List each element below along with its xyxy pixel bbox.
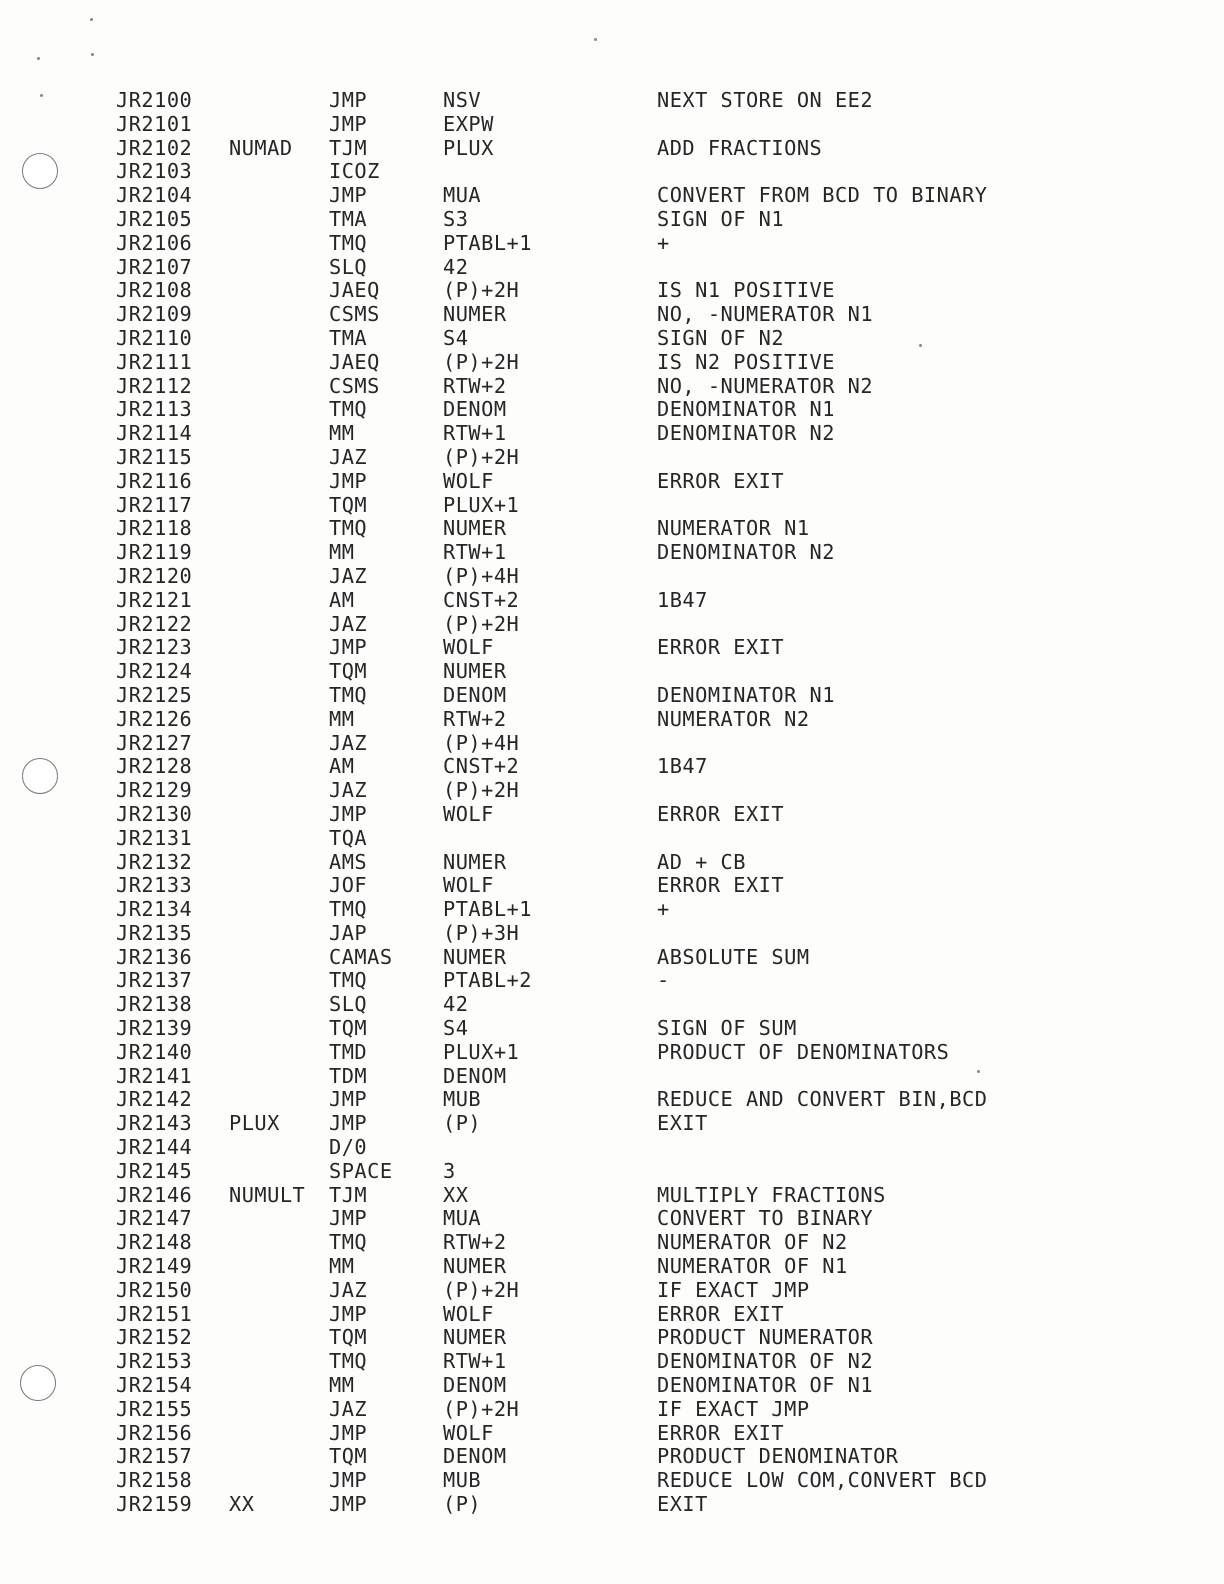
listing-row bbox=[116, 1065, 1116, 1089]
operand-field: PTABL+2 bbox=[443, 968, 532, 993]
opcode-field: JAP bbox=[329, 920, 368, 945]
comment-field: PRODUCT OF DENOMINATORS bbox=[657, 1039, 950, 1064]
sequence-number: JR2133 bbox=[116, 873, 193, 898]
sequence-number: JR2108 bbox=[116, 278, 193, 303]
listing-row bbox=[116, 732, 1116, 756]
operand-field: NUMER bbox=[443, 849, 507, 874]
operand-field: WOLF bbox=[443, 1420, 494, 1445]
operand-field: DENOM bbox=[443, 1444, 507, 1469]
listing-row bbox=[116, 184, 1116, 208]
opcode-field: CAMAS bbox=[329, 944, 393, 969]
sequence-number: JR2138 bbox=[116, 992, 193, 1017]
opcode-field: JMP bbox=[329, 111, 368, 136]
comment-field: 1B47 bbox=[657, 754, 708, 779]
scan-speck bbox=[90, 18, 93, 21]
comment-field: ERROR EXIT bbox=[657, 1420, 785, 1445]
listing-row bbox=[116, 851, 1116, 875]
opcode-field: TMQ bbox=[329, 1349, 368, 1374]
sequence-number: JR2121 bbox=[116, 587, 193, 612]
sequence-number: JR2153 bbox=[116, 1349, 193, 1374]
listing-row bbox=[116, 613, 1116, 637]
comment-field: IF EXACT JMP bbox=[657, 1396, 810, 1421]
listing-row bbox=[116, 1136, 1116, 1160]
comment-field: NUMERATOR N1 bbox=[657, 516, 810, 541]
listing-row bbox=[116, 541, 1116, 565]
opcode-field: ICOZ bbox=[329, 159, 380, 184]
operand-field: MUA bbox=[443, 1206, 482, 1231]
comment-field: NO, -NUMERATOR N1 bbox=[657, 302, 874, 327]
opcode-field: TMQ bbox=[329, 230, 368, 255]
opcode-field: JAZ bbox=[329, 1277, 368, 1302]
sequence-number: JR2123 bbox=[116, 635, 193, 660]
opcode-field: MM bbox=[329, 1373, 355, 1398]
comment-field: NUMERATOR N2 bbox=[657, 706, 810, 731]
opcode-field: JMP bbox=[329, 1111, 368, 1136]
operand-field: S3 bbox=[443, 206, 469, 231]
operand-field: CNST+2 bbox=[443, 587, 520, 612]
listing-row bbox=[116, 636, 1116, 660]
sequence-number: JR2117 bbox=[116, 492, 193, 517]
sequence-number: JR2113 bbox=[116, 397, 193, 422]
opcode-field: JMP bbox=[329, 1468, 368, 1493]
opcode-field: JMP bbox=[329, 1301, 368, 1326]
sequence-number: JR2126 bbox=[116, 706, 193, 731]
sequence-number: JR2137 bbox=[116, 968, 193, 993]
opcode-field: TDM bbox=[329, 1063, 368, 1088]
listing-row bbox=[116, 969, 1116, 993]
opcode-field: JAZ bbox=[329, 1396, 368, 1421]
listing-row bbox=[116, 1303, 1116, 1327]
operand-field: NUMER bbox=[443, 659, 507, 684]
comment-field: DENOMINATOR N2 bbox=[657, 540, 835, 565]
sequence-number: JR2105 bbox=[116, 206, 193, 231]
comment-field: REDUCE AND CONVERT BIN,BCD bbox=[657, 1087, 988, 1112]
comment-field: ERROR EXIT bbox=[657, 1301, 785, 1326]
comment-field: DENOMINATOR N1 bbox=[657, 682, 835, 707]
sequence-number: JR2135 bbox=[116, 920, 193, 945]
sequence-number: JR2127 bbox=[116, 730, 193, 755]
opcode-field: TMA bbox=[329, 206, 368, 231]
comment-field: ERROR EXIT bbox=[657, 635, 785, 660]
listing-row bbox=[116, 565, 1116, 589]
opcode-field: TJM bbox=[329, 135, 368, 160]
operand-field: NUMER bbox=[443, 302, 507, 327]
operand-field: S4 bbox=[443, 325, 469, 350]
sequence-number: JR2104 bbox=[116, 183, 193, 208]
comment-field: IS N1 POSITIVE bbox=[657, 278, 835, 303]
listing-row bbox=[116, 113, 1116, 137]
sequence-number: JR2139 bbox=[116, 1016, 193, 1041]
scan-speck bbox=[37, 57, 40, 60]
opcode-field: JMP bbox=[329, 635, 368, 660]
opcode-field: JAZ bbox=[329, 778, 368, 803]
comment-field: - bbox=[657, 968, 670, 993]
operand-field: RTW+2 bbox=[443, 706, 507, 731]
comment-field: SIGN OF N2 bbox=[657, 325, 785, 350]
comment-field: ABSOLUTE SUM bbox=[657, 944, 810, 969]
comment-field: ERROR EXIT bbox=[657, 801, 785, 826]
operand-field: 42 bbox=[443, 254, 469, 279]
comment-field: ERROR EXIT bbox=[657, 468, 785, 493]
opcode-field: MM bbox=[329, 540, 355, 565]
listing-row bbox=[116, 1184, 1116, 1208]
scan-speck bbox=[594, 38, 597, 41]
listing-row bbox=[116, 1326, 1116, 1350]
sequence-number: JR2115 bbox=[116, 444, 193, 469]
comment-field: NEXT STORE ON EE2 bbox=[657, 88, 874, 112]
opcode-field: TMD bbox=[329, 1039, 368, 1064]
sequence-number: JR2109 bbox=[116, 302, 193, 327]
opcode-field: TMQ bbox=[329, 397, 368, 422]
operand-field: (P)+3H bbox=[443, 920, 520, 945]
listing-row bbox=[116, 803, 1116, 827]
listing-row bbox=[116, 279, 1116, 303]
operand-field: NUMER bbox=[443, 1254, 507, 1279]
listing-row bbox=[116, 1279, 1116, 1303]
opcode-field: JAZ bbox=[329, 730, 368, 755]
listing-row bbox=[116, 898, 1116, 922]
sequence-number: JR2128 bbox=[116, 754, 193, 779]
operand-field: MUA bbox=[443, 183, 482, 208]
comment-field: DENOMINATOR N2 bbox=[657, 421, 835, 446]
sequence-number: JR2118 bbox=[116, 516, 193, 541]
sequence-number: JR2134 bbox=[116, 897, 193, 922]
listing-row bbox=[116, 1041, 1116, 1065]
sequence-number: JR2150 bbox=[116, 1277, 193, 1302]
sequence-number: JR2129 bbox=[116, 778, 193, 803]
listing-row bbox=[116, 1088, 1116, 1112]
sequence-number: JR2146 bbox=[116, 1182, 193, 1207]
label-field: NUMULT bbox=[229, 1182, 306, 1207]
opcode-field: TJM bbox=[329, 1182, 368, 1207]
opcode-field: JMP bbox=[329, 1420, 368, 1445]
opcode-field: JMP bbox=[329, 801, 368, 826]
opcode-field: TQA bbox=[329, 825, 368, 850]
operand-field: (P)+2H bbox=[443, 1396, 520, 1421]
listing-row bbox=[116, 874, 1116, 898]
operand-field: RTW+1 bbox=[443, 1349, 507, 1374]
operand-field: PTABL+1 bbox=[443, 230, 532, 255]
operand-field: (P)+4H bbox=[443, 563, 520, 588]
comment-field: ADD FRACTIONS bbox=[657, 135, 823, 160]
opcode-field: MM bbox=[329, 1254, 355, 1279]
operand-field: PLUX+1 bbox=[443, 492, 520, 517]
opcode-field: JMP bbox=[329, 1206, 368, 1231]
opcode-field: JAZ bbox=[329, 563, 368, 588]
operand-field: (P)+2H bbox=[443, 278, 520, 303]
listing-row bbox=[116, 256, 1116, 280]
operand-field: MUB bbox=[443, 1087, 482, 1112]
sequence-number: JR2136 bbox=[116, 944, 193, 969]
sequence-number: JR2154 bbox=[116, 1373, 193, 1398]
sequence-number: JR2149 bbox=[116, 1254, 193, 1279]
scan-speck bbox=[91, 53, 94, 56]
opcode-field: AMS bbox=[329, 849, 368, 874]
listing-row bbox=[116, 351, 1116, 375]
listing-row bbox=[116, 470, 1116, 494]
listing-row bbox=[116, 827, 1116, 851]
operand-field: NSV bbox=[443, 88, 482, 112]
label-field: NUMAD bbox=[229, 135, 293, 160]
comment-field: REDUCE LOW COM,CONVERT BCD bbox=[657, 1468, 988, 1493]
operand-field: WOLF bbox=[443, 635, 494, 660]
opcode-field: JAEQ bbox=[329, 278, 380, 303]
sequence-number: JR2110 bbox=[116, 325, 193, 350]
listing-row bbox=[116, 1350, 1116, 1374]
opcode-field: AM bbox=[329, 754, 355, 779]
opcode-field: TMQ bbox=[329, 682, 368, 707]
sequence-number: JR2112 bbox=[116, 373, 193, 398]
sequence-number: JR2124 bbox=[116, 659, 193, 684]
operand-field: (P)+2H bbox=[443, 444, 520, 469]
opcode-field: TQM bbox=[329, 1325, 368, 1350]
operand-field: 3 bbox=[443, 1158, 456, 1183]
opcode-field: TQM bbox=[329, 659, 368, 684]
operand-field: PLUX bbox=[443, 135, 494, 160]
sequence-number: JR2148 bbox=[116, 1230, 193, 1255]
comment-field: NUMERATOR OF N2 bbox=[657, 1230, 848, 1255]
comment-field: SIGN OF SUM bbox=[657, 1016, 797, 1041]
sequence-number: JR2125 bbox=[116, 682, 193, 707]
sequence-number: JR2142 bbox=[116, 1087, 193, 1112]
operand-field: (P)+2H bbox=[443, 349, 520, 374]
sequence-number: JR2100 bbox=[116, 88, 193, 112]
opcode-field: MM bbox=[329, 421, 355, 446]
listing-row bbox=[116, 160, 1116, 184]
comment-field: DENOMINATOR OF N2 bbox=[657, 1349, 874, 1374]
operand-field: DENOM bbox=[443, 1063, 507, 1088]
sequence-number: JR2101 bbox=[116, 111, 193, 136]
opcode-field: TMQ bbox=[329, 516, 368, 541]
listing-row bbox=[116, 494, 1116, 518]
listing-row bbox=[116, 1493, 1116, 1517]
listing-row bbox=[116, 1207, 1116, 1231]
sequence-number: JR2155 bbox=[116, 1396, 193, 1421]
opcode-field: TQM bbox=[329, 1444, 368, 1469]
listing-row bbox=[116, 589, 1116, 613]
operand-field: PLUX+1 bbox=[443, 1039, 520, 1064]
operand-field: CNST+2 bbox=[443, 754, 520, 779]
operand-field: (P)+2H bbox=[443, 778, 520, 803]
opcode-field: TMQ bbox=[329, 1230, 368, 1255]
sequence-number: JR2156 bbox=[116, 1420, 193, 1445]
comment-field: EXIT bbox=[657, 1492, 708, 1517]
listing-row bbox=[116, 1112, 1116, 1136]
operand-field: EXPW bbox=[443, 111, 494, 136]
punch-hole-middle bbox=[22, 758, 58, 794]
sequence-number: JR2119 bbox=[116, 540, 193, 565]
operand-field: RTW+1 bbox=[443, 421, 507, 446]
opcode-field: AM bbox=[329, 587, 355, 612]
opcode-field: JMP bbox=[329, 88, 368, 112]
listing-row bbox=[116, 946, 1116, 970]
listing-row bbox=[116, 922, 1116, 946]
label-field: XX bbox=[229, 1492, 255, 1517]
sequence-number: JR2130 bbox=[116, 801, 193, 826]
comment-field: IF EXACT JMP bbox=[657, 1277, 810, 1302]
opcode-field: SPACE bbox=[329, 1158, 393, 1183]
listing-row bbox=[116, 327, 1116, 351]
listing-row bbox=[116, 208, 1116, 232]
comment-field: EXIT bbox=[657, 1111, 708, 1136]
opcode-field: TQM bbox=[329, 492, 368, 517]
scan-speck bbox=[40, 94, 43, 97]
operand-field: DENOM bbox=[443, 1373, 507, 1398]
sequence-number: JR2143 bbox=[116, 1111, 193, 1136]
sequence-number: JR2120 bbox=[116, 563, 193, 588]
listing-row bbox=[116, 708, 1116, 732]
listing-row bbox=[116, 446, 1116, 470]
listing-row bbox=[116, 660, 1116, 684]
opcode-field: SLQ bbox=[329, 254, 368, 279]
listing-row bbox=[116, 779, 1116, 803]
comment-field: + bbox=[657, 897, 670, 922]
listing-row bbox=[116, 422, 1116, 446]
listing-row bbox=[116, 1469, 1116, 1493]
opcode-field: JAZ bbox=[329, 611, 368, 636]
operand-field: (P) bbox=[443, 1492, 482, 1517]
operand-field: (P)+2H bbox=[443, 611, 520, 636]
operand-field: RTW+2 bbox=[443, 1230, 507, 1255]
operand-field: (P)+4H bbox=[443, 730, 520, 755]
operand-field: S4 bbox=[443, 1016, 469, 1041]
listing-row bbox=[116, 303, 1116, 327]
sequence-number: JR2147 bbox=[116, 1206, 193, 1231]
program-listing bbox=[116, 89, 1116, 1517]
operand-field: RTW+1 bbox=[443, 540, 507, 565]
opcode-field: SLQ bbox=[329, 992, 368, 1017]
sequence-number: JR2159 bbox=[116, 1492, 193, 1517]
listing-row bbox=[116, 1398, 1116, 1422]
operand-field: WOLF bbox=[443, 1301, 494, 1326]
operand-field: RTW+2 bbox=[443, 373, 507, 398]
operand-field: WOLF bbox=[443, 873, 494, 898]
listing-row bbox=[116, 375, 1116, 399]
opcode-field: TMQ bbox=[329, 897, 368, 922]
listing-row bbox=[116, 89, 1116, 113]
operand-field: DENOM bbox=[443, 682, 507, 707]
comment-field: MULTIPLY FRACTIONS bbox=[657, 1182, 886, 1207]
operand-field: NUMER bbox=[443, 944, 507, 969]
comment-field: CONVERT FROM BCD TO BINARY bbox=[657, 183, 988, 208]
listing-row bbox=[116, 517, 1116, 541]
sequence-number: JR2145 bbox=[116, 1158, 193, 1183]
sequence-number: JR2103 bbox=[116, 159, 193, 184]
sequence-number: JR2151 bbox=[116, 1301, 193, 1326]
operand-field: WOLF bbox=[443, 468, 494, 493]
punch-hole-bottom bbox=[20, 1365, 56, 1401]
comment-field: DENOMINATOR OF N1 bbox=[657, 1373, 874, 1398]
sequence-number: JR2140 bbox=[116, 1039, 193, 1064]
sequence-number: JR2141 bbox=[116, 1063, 193, 1088]
listing-row bbox=[116, 1017, 1116, 1041]
sequence-number: JR2114 bbox=[116, 421, 193, 446]
listing-row bbox=[116, 137, 1116, 161]
listing-row bbox=[116, 1255, 1116, 1279]
operand-field: (P)+2H bbox=[443, 1277, 520, 1302]
opcode-field: TMQ bbox=[329, 968, 368, 993]
operand-field: WOLF bbox=[443, 801, 494, 826]
opcode-field: JAEQ bbox=[329, 349, 380, 374]
comment-field: NUMERATOR OF N1 bbox=[657, 1254, 848, 1279]
listing-row bbox=[116, 1374, 1116, 1398]
operand-field: 42 bbox=[443, 992, 469, 1017]
comment-field: DENOMINATOR N1 bbox=[657, 397, 835, 422]
comment-field: AD + CB bbox=[657, 849, 746, 874]
comment-field: ERROR EXIT bbox=[657, 873, 785, 898]
opcode-field: CSMS bbox=[329, 373, 380, 398]
opcode-field: JMP bbox=[329, 1492, 368, 1517]
listing-row bbox=[116, 398, 1116, 422]
sequence-number: JR2106 bbox=[116, 230, 193, 255]
sequence-number: JR2111 bbox=[116, 349, 193, 374]
sequence-number: JR2157 bbox=[116, 1444, 193, 1469]
sequence-number: JR2158 bbox=[116, 1468, 193, 1493]
operand-field: MUB bbox=[443, 1468, 482, 1493]
comment-field: PRODUCT DENOMINATOR bbox=[657, 1444, 899, 1469]
comment-field: CONVERT TO BINARY bbox=[657, 1206, 874, 1231]
opcode-field: CSMS bbox=[329, 302, 380, 327]
operand-field: NUMER bbox=[443, 1325, 507, 1350]
operand-field: (P) bbox=[443, 1111, 482, 1136]
opcode-field: JMP bbox=[329, 183, 368, 208]
operand-field: NUMER bbox=[443, 516, 507, 541]
opcode-field: JMP bbox=[329, 468, 368, 493]
sequence-number: JR2132 bbox=[116, 849, 193, 874]
punch-hole-top bbox=[22, 153, 58, 189]
sequence-number: JR2152 bbox=[116, 1325, 193, 1350]
listing-row bbox=[116, 1160, 1116, 1184]
opcode-field: JAZ bbox=[329, 444, 368, 469]
sequence-number: JR2107 bbox=[116, 254, 193, 279]
sequence-number: JR2116 bbox=[116, 468, 193, 493]
comment-field: SIGN OF N1 bbox=[657, 206, 785, 231]
opcode-field: JOF bbox=[329, 873, 368, 898]
opcode-field: D/0 bbox=[329, 1135, 368, 1160]
opcode-field: MM bbox=[329, 706, 355, 731]
comment-field: NO, -NUMERATOR N2 bbox=[657, 373, 874, 398]
comment-field: IS N2 POSITIVE bbox=[657, 349, 835, 374]
sequence-number: JR2144 bbox=[116, 1135, 193, 1160]
operand-field: XX bbox=[443, 1182, 469, 1207]
comment-field: 1B47 bbox=[657, 587, 708, 612]
listing-row bbox=[116, 993, 1116, 1017]
listing-row bbox=[116, 1231, 1116, 1255]
label-field: PLUX bbox=[229, 1111, 280, 1136]
operand-field: DENOM bbox=[443, 397, 507, 422]
sequence-number: JR2131 bbox=[116, 825, 193, 850]
listing-row bbox=[116, 232, 1116, 256]
listing-row bbox=[116, 1422, 1116, 1446]
listing-row bbox=[116, 684, 1116, 708]
sequence-number: JR2122 bbox=[116, 611, 193, 636]
listing-row bbox=[116, 1445, 1116, 1469]
opcode-field: TMA bbox=[329, 325, 368, 350]
sequence-number: JR2102 bbox=[116, 135, 193, 160]
opcode-field: JMP bbox=[329, 1087, 368, 1112]
listing-row bbox=[116, 755, 1116, 779]
comment-field: PRODUCT NUMERATOR bbox=[657, 1325, 874, 1350]
opcode-field: TQM bbox=[329, 1016, 368, 1041]
operand-field: PTABL+1 bbox=[443, 897, 532, 922]
comment-field: + bbox=[657, 230, 670, 255]
